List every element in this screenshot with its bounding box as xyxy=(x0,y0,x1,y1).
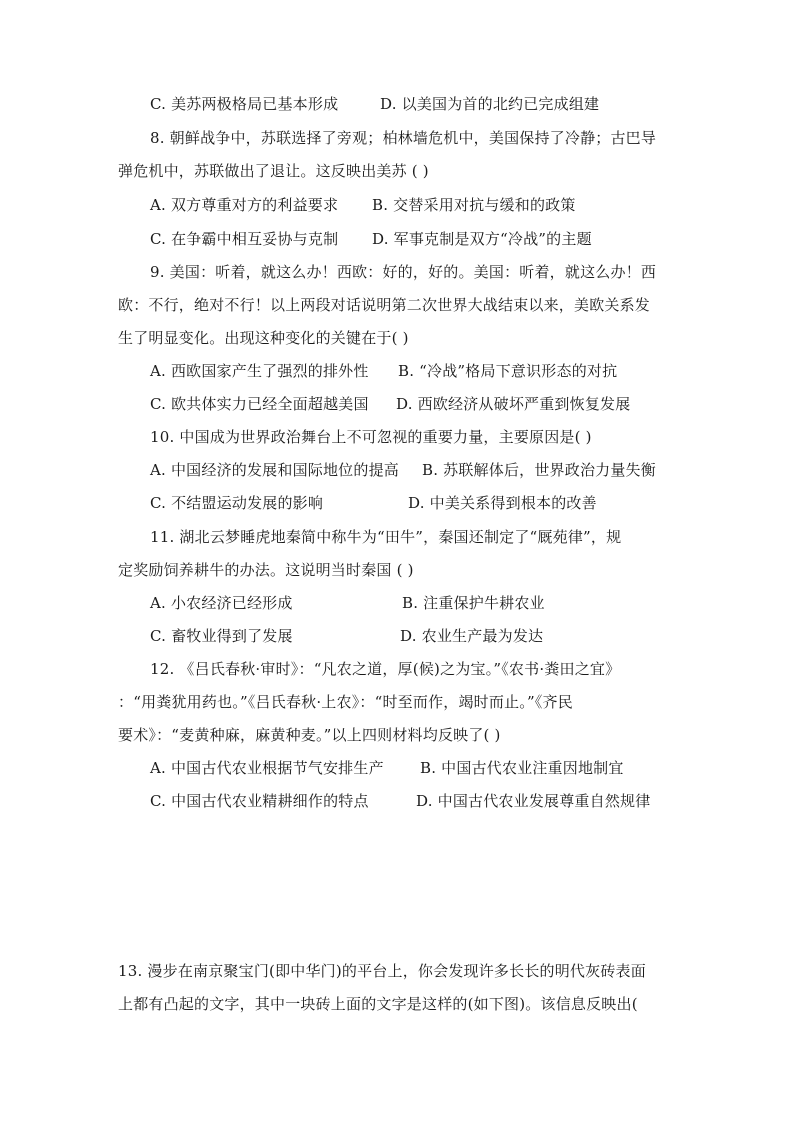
q10-option-b: B. 苏联解体后，世界政治力量失衡 xyxy=(422,461,656,479)
q9-stem-line1: 9. 美国：听着，就这么办！西欧：好的，好的。美国：听着，就这么办！西 xyxy=(150,263,657,281)
q9-option-a: A. 西欧国家产生了强烈的排外性 xyxy=(150,362,369,380)
q10-option-d: D. 中美关系得到根本的改善 xyxy=(408,494,597,512)
q8-stem-line2: 弹危机中，苏联做出了退让。这反映出美苏 ( ) xyxy=(118,162,429,180)
q11-option-d: D. 农业生产最为发达 xyxy=(400,627,544,645)
q13-stem-line2: 上都有凸起的文字，其中一块砖上面的文字是这样的(如下图)。该信息反映出( xyxy=(118,995,638,1013)
q12-option-a: A. 中国古代农业根据节气安排生产 xyxy=(150,759,384,777)
q8-stem-line1: 8. 朝鲜战争中，苏联选择了旁观；柏林墙危机中，美国保持了冷静；古巴导 xyxy=(150,129,657,147)
q8-option-c: C. 在争霸中相互妥协与克制 xyxy=(150,230,339,248)
q12-stem-line3: 要术》：“麦黄种麻，麻黄种麦。”以上四则材料均反映了( ) xyxy=(118,726,501,744)
q11-stem-line1: 11. 湖北云梦睡虎地秦简中称牛为“田牛”，秦国还制定了“厩苑律”，规 xyxy=(150,528,622,546)
q9-option-c: C. 欧共体实力已经全面超越美国 xyxy=(150,395,369,413)
q9-option-b: B. “冷战”格局下意识形态的对抗 xyxy=(398,362,618,380)
q10-option-a: A. 中国经济的发展和国际地位的提高 xyxy=(150,461,399,479)
q9-stem-line3: 生了明显变化。出现这种变化的关键在于( ) xyxy=(118,329,409,347)
q12-option-b: B. 中国古代农业注重因地制宜 xyxy=(420,759,624,777)
q12-option-c: C. 中国古代农业精耕细作的特点 xyxy=(150,792,369,810)
q11-option-c: C. 畜牧业得到了发展 xyxy=(150,627,293,645)
q8-option-d: D. 军事克制是双方“冷战”的主题 xyxy=(372,230,592,248)
q9-option-d: D. 西欧经济从破坏严重到恢复发展 xyxy=(396,395,631,413)
q10-option-c: C. 不结盟运动发展的影响 xyxy=(150,494,324,512)
q9-stem-line2: 欧：不行，绝对不行！以上两段对话说明第二次世界大战结束以来，美欧关系发 xyxy=(118,296,651,314)
q12-option-d: D. 中国古代农业发展尊重自然规律 xyxy=(416,792,651,810)
q8-option-a: A. 双方尊重对方的利益要求 xyxy=(150,196,339,214)
q7-option-d: D. 以美国为首的北约已完成组建 xyxy=(380,95,600,113)
q11-option-b: B. 注重保护牛耕农业 xyxy=(402,594,545,612)
q13-stem-line1: 13. 漫步在南京聚宝门(即中华门)的平台上，你会发现许多长长的明代灰砖表面 xyxy=(118,962,646,980)
q8-option-b: B. 交替采用对抗与缓和的政策 xyxy=(372,196,576,214)
q12-stem-line2: ：“用粪犹用药也。”《吕氏春秋·上农》：“时至而作，竭时而止。”《齐民 xyxy=(118,693,573,711)
q10-stem-line1: 10. 中国成为世界政治舞台上不可忽视的重要力量，主要原因是( ) xyxy=(150,428,592,446)
q11-stem-line2: 定奖励饲养耕牛的办法。这说明当时秦国 ( ) xyxy=(118,561,414,579)
q11-option-a: A. 小农经济已经形成 xyxy=(150,594,293,612)
q12-stem-line1: 12. 《吕氏春秋·审时》：“凡农之道，厚(候)之为宝。”《农书·粪田之宜》 xyxy=(150,660,621,678)
q7-option-c: C. 美苏两极格局已基本形成 xyxy=(150,95,339,113)
